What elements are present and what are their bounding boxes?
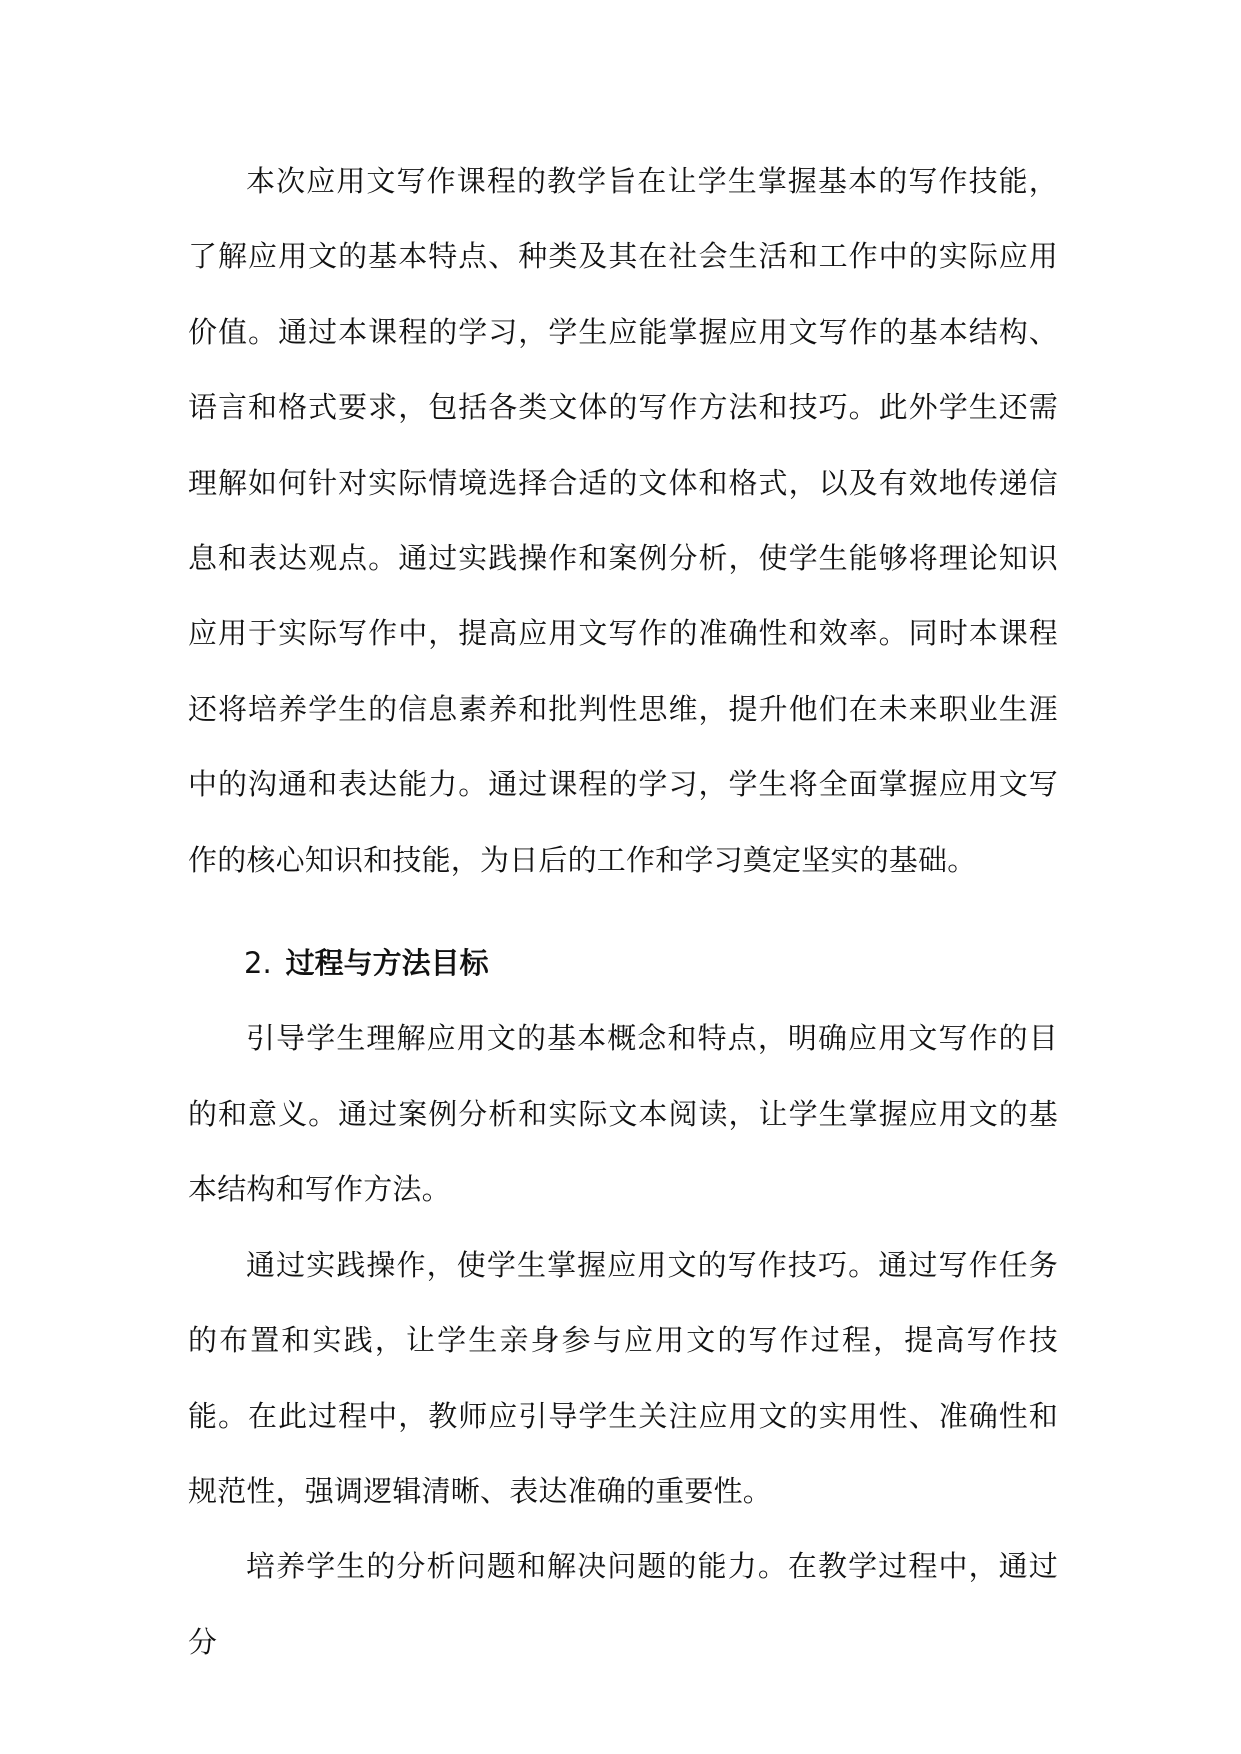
section-number: 2.	[244, 946, 272, 981]
section-spacer	[188, 898, 1058, 926]
paragraph-analysis: 培养学生的分析问题和解决问题的能力。在教学过程中，通过分	[188, 1549, 1058, 1659]
paragraph-course-aim: 本次应用文写作课程的教学旨在让学生掌握基本的写作技能，了解应用文的基本特点、种类及其在社会生活和工作中的实际应用价值。通过本课程的学习，学生应能掌握应用文写作的基本结构、语言和格式要求，包括各类文体的写作方法和技巧。此外学生还需理解如何针对实际情境选择合适的文体和格式，以及有效地传递信息和表达观点。通过实践操作和案例分析，使学生能够将理论知识应用于实际写作中，提高应用文写作的准确性和效率。同时本课程还将培养学生的信息素养和批判性思维，提升他们在未来职业生涯中的沟通和表达能力。通过课程的学习，学生将全面掌握应用文写作的核心知识和技能，为日后的工作和学习奠定坚实的基础。	[188, 164, 1058, 877]
paragraph-practice: 通过实践操作，使学生掌握应用文的写作技巧。通过写作任务的布置和实践，让学生亲身参与应用文的写作过程，提高写作技能。在此过程中，教师应引导学生关注应用文的实用性、准确性和规范性，强调逻辑清晰、表达准确的重要性。	[188, 1247, 1058, 1508]
section-title: 过程与方法目标	[285, 946, 489, 981]
paragraph-concepts: 引导学生理解应用文的基本概念和特点，明确应用文写作的目的和意义。通过案例分析和实际文本阅读，让学生掌握应用文的基本结构和写作方法。	[188, 1021, 1058, 1207]
document-body	[188, 144, 1058, 1680]
section-heading	[188, 926, 1058, 1001]
